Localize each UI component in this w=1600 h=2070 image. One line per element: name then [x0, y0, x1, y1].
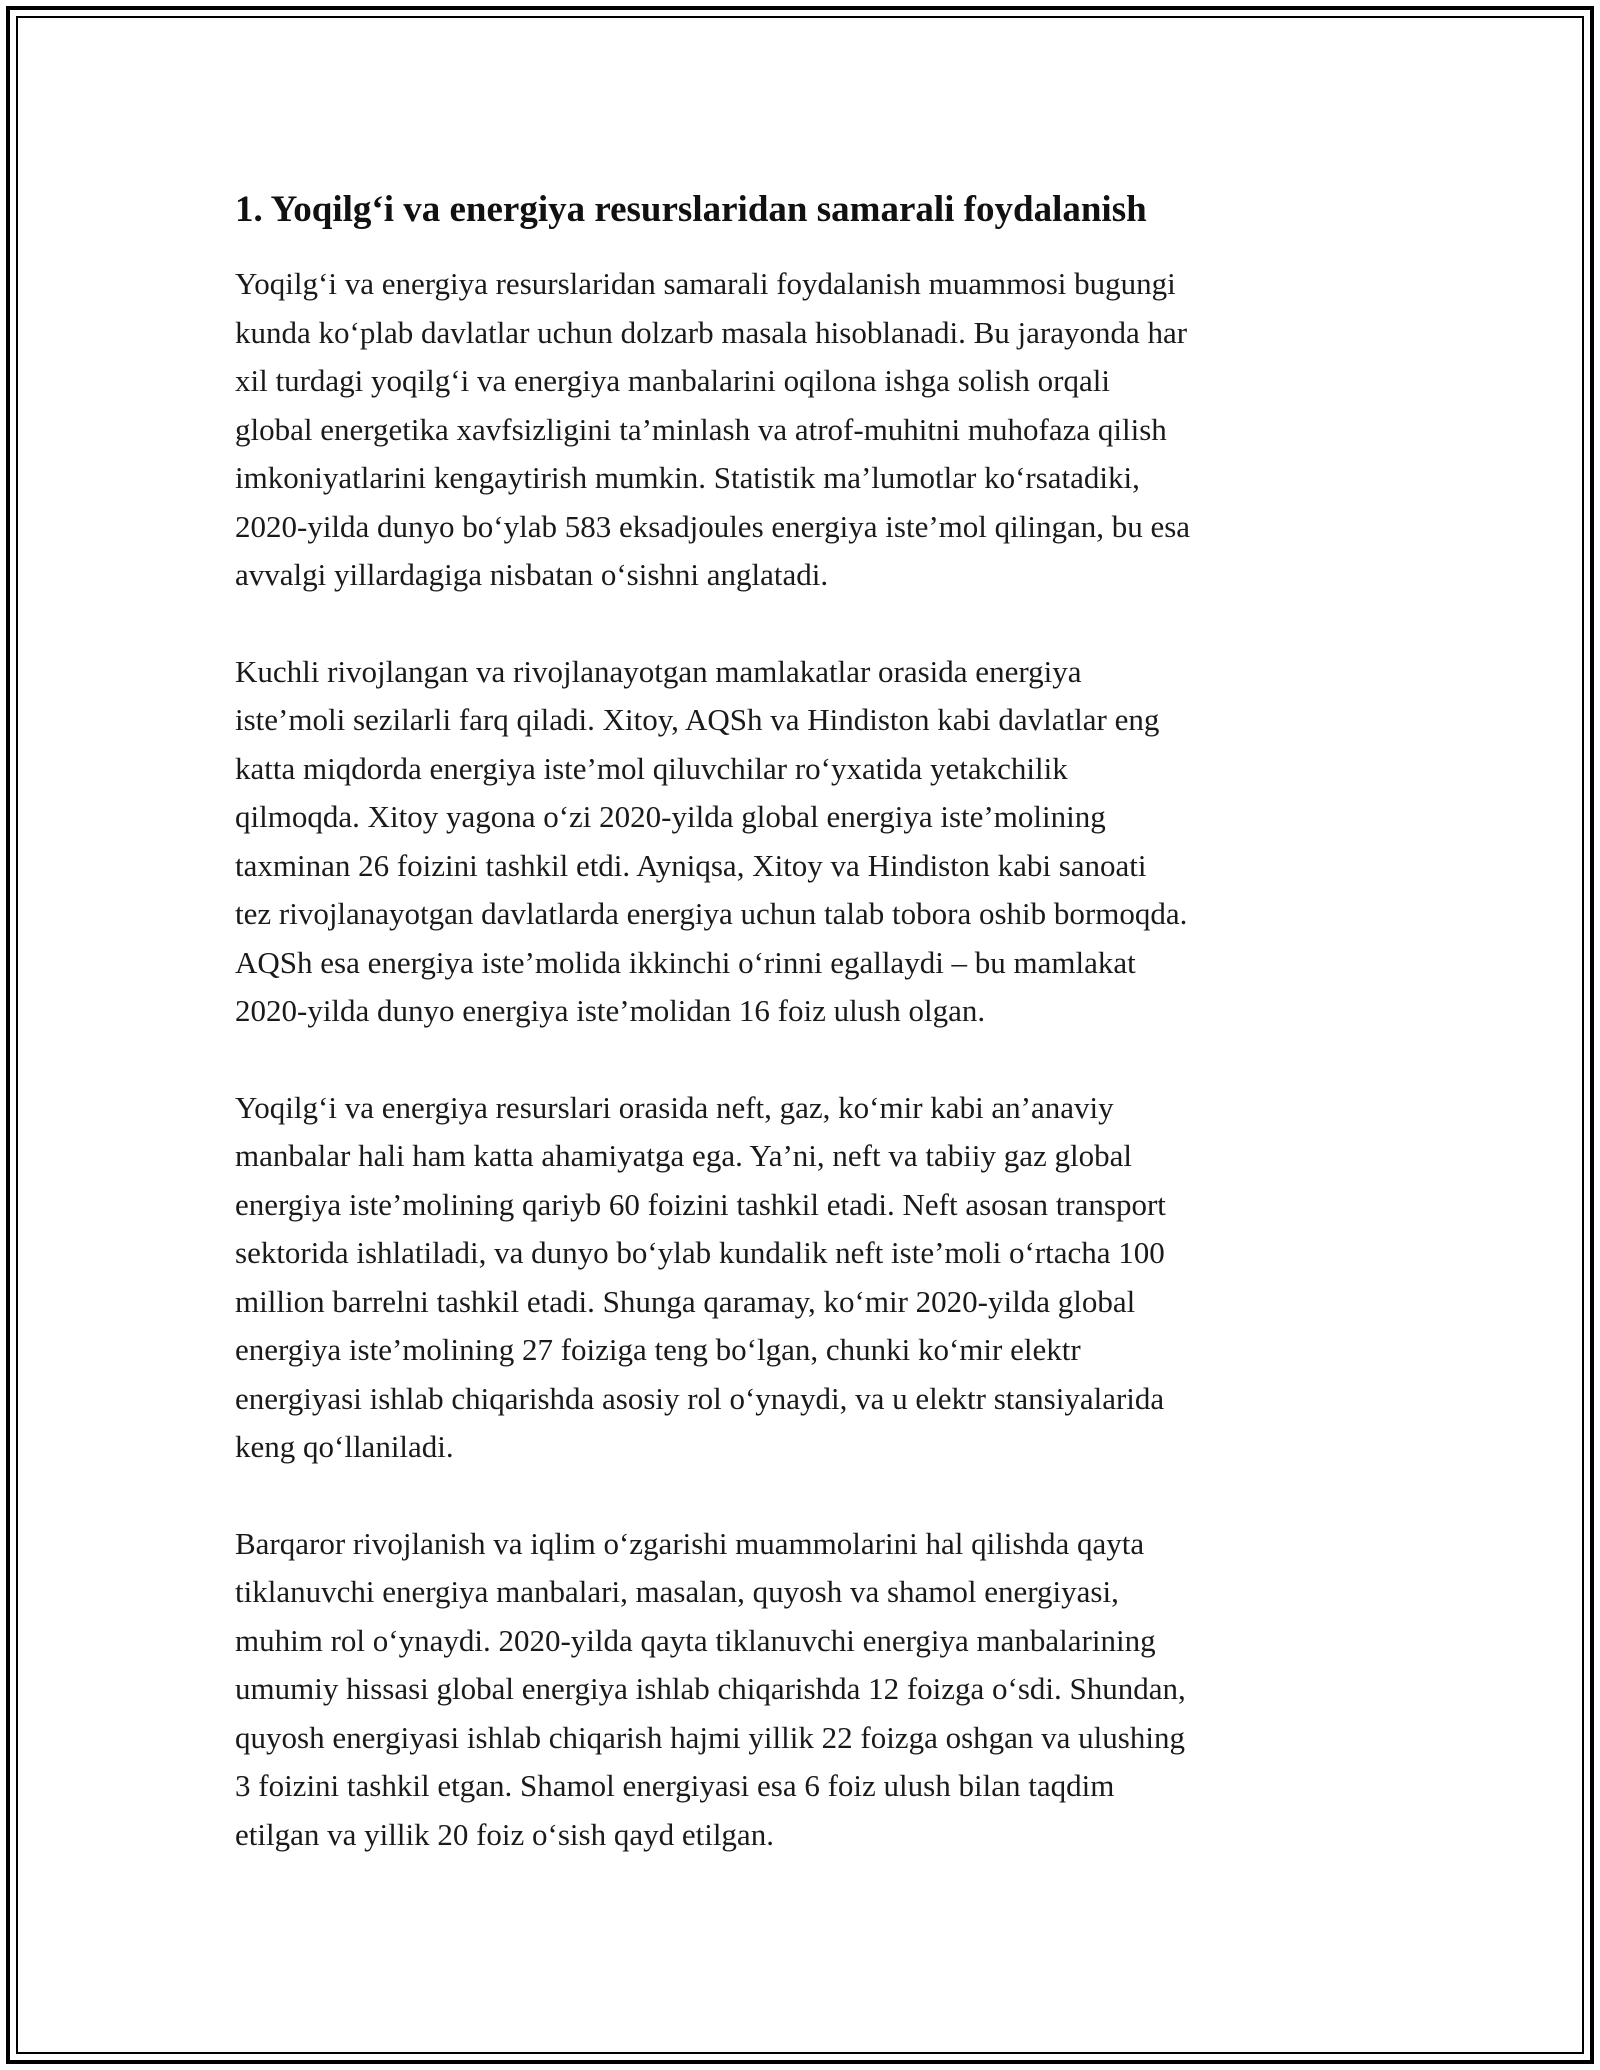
paragraph-1: Yoqilg‘i va energiya resurslaridan samarali foydalanish muammosi bugungi kunda ko‘plab davlatlar uchun dolzarb masala hisoblanadi. Bu jarayonda har xil turdagi yoqilg‘i va energiya manbalarini oqilona ishga solish orqali global energetika xavfsizligini ta’minlash va atrof-muhitni muhofaza qilish imkoniyatlarini kengaytirish mumkin. Statistik ma’lumotlar ko‘rsatadiki, 2020-yilda dunyo bo‘ylab 583 eksadjoules energiya iste’mol qilingan, bu esa avvalgi yillardagiga nisbatan o‘sishni anglatadi. [235, 266, 1191, 592]
paragraph-3: Yoqilg‘i va energiya resurslari orasida neft, gaz, ko‘mir kabi an’anaviy manbalar hali ham katta ahamiyatga ega. Ya’ni, neft va tabiiy gaz global energiya iste’molining qariyb 60 foizini tashkil etadi. Neft asosan transport sektorida ishlatiladi, va dunyo bo‘ylab kundalik neft iste’moli o‘rtacha 100 million barrelni tashkil etadi. Shunga qaramay, ko‘mir 2020-yilda global energiya iste’molining 27 foiziga teng bo‘lgan, chunki ko‘mir elektr energiyasi ishlab chiqarishda asosiy rol o‘ynaydi, va u elektr stansiyalarida keng qo‘llaniladi. [235, 1089, 1166, 1464]
document-body [229, 188, 1389, 1907]
paragraph-2: Kuchli rivojlangan va rivojlanayotgan mamlakatlar orasida energiya iste’moli sezilarli farq qiladi. Xitoy, AQSh va Hindiston kabi davlatlar eng katta miqdorda energiya iste’mol qiluvchilar ro‘yxatida yetakchilik qilmoqda. Xitoy yagona o‘zi 2020-yilda global energiya iste’molining taxminan 26 foizini tashkil etdi. Ayniqsa, Xitoy va Hindiston kabi sanoati tez rivojlanayotgan davlatlarda energiya uchun talab tobora oshib bormoqda. AQSh esa energiya iste’molida ikkinchi o‘rinni egallaydi – bu mamlakat 2020-yilda dunyo energiya iste’molidan 16 foiz ulush olgan. [235, 653, 1188, 1028]
section-heading: 1. Yoqilg‘i va energiya resurslaridan samarali foydalanish [235, 189, 1147, 230]
paragraph-4: Barqaror rivojlanish va iqlim o‘zgarishi muammolarini hal qilishda qayta tiklanuvchi energiya manbalari, masalan, quyosh va shamol energiyasi, muhim rol o‘ynaydi. 2020-yilda qayta tiklanuvchi energiya manbalarining umumiy hissasi global energiya ishlab chiqarishda 12 foizga o‘sdi. Shundan, quyosh energiyasi ishlab chiqarish hajmi yillik 22 foizga oshgan va ulushing 3 foizini tashkil etgan. Shamol energiyasi esa 6 foiz ulush bilan taqdim etilgan va yillik 20 foiz o‘sish qayd etilgan. [235, 1525, 1186, 1852]
